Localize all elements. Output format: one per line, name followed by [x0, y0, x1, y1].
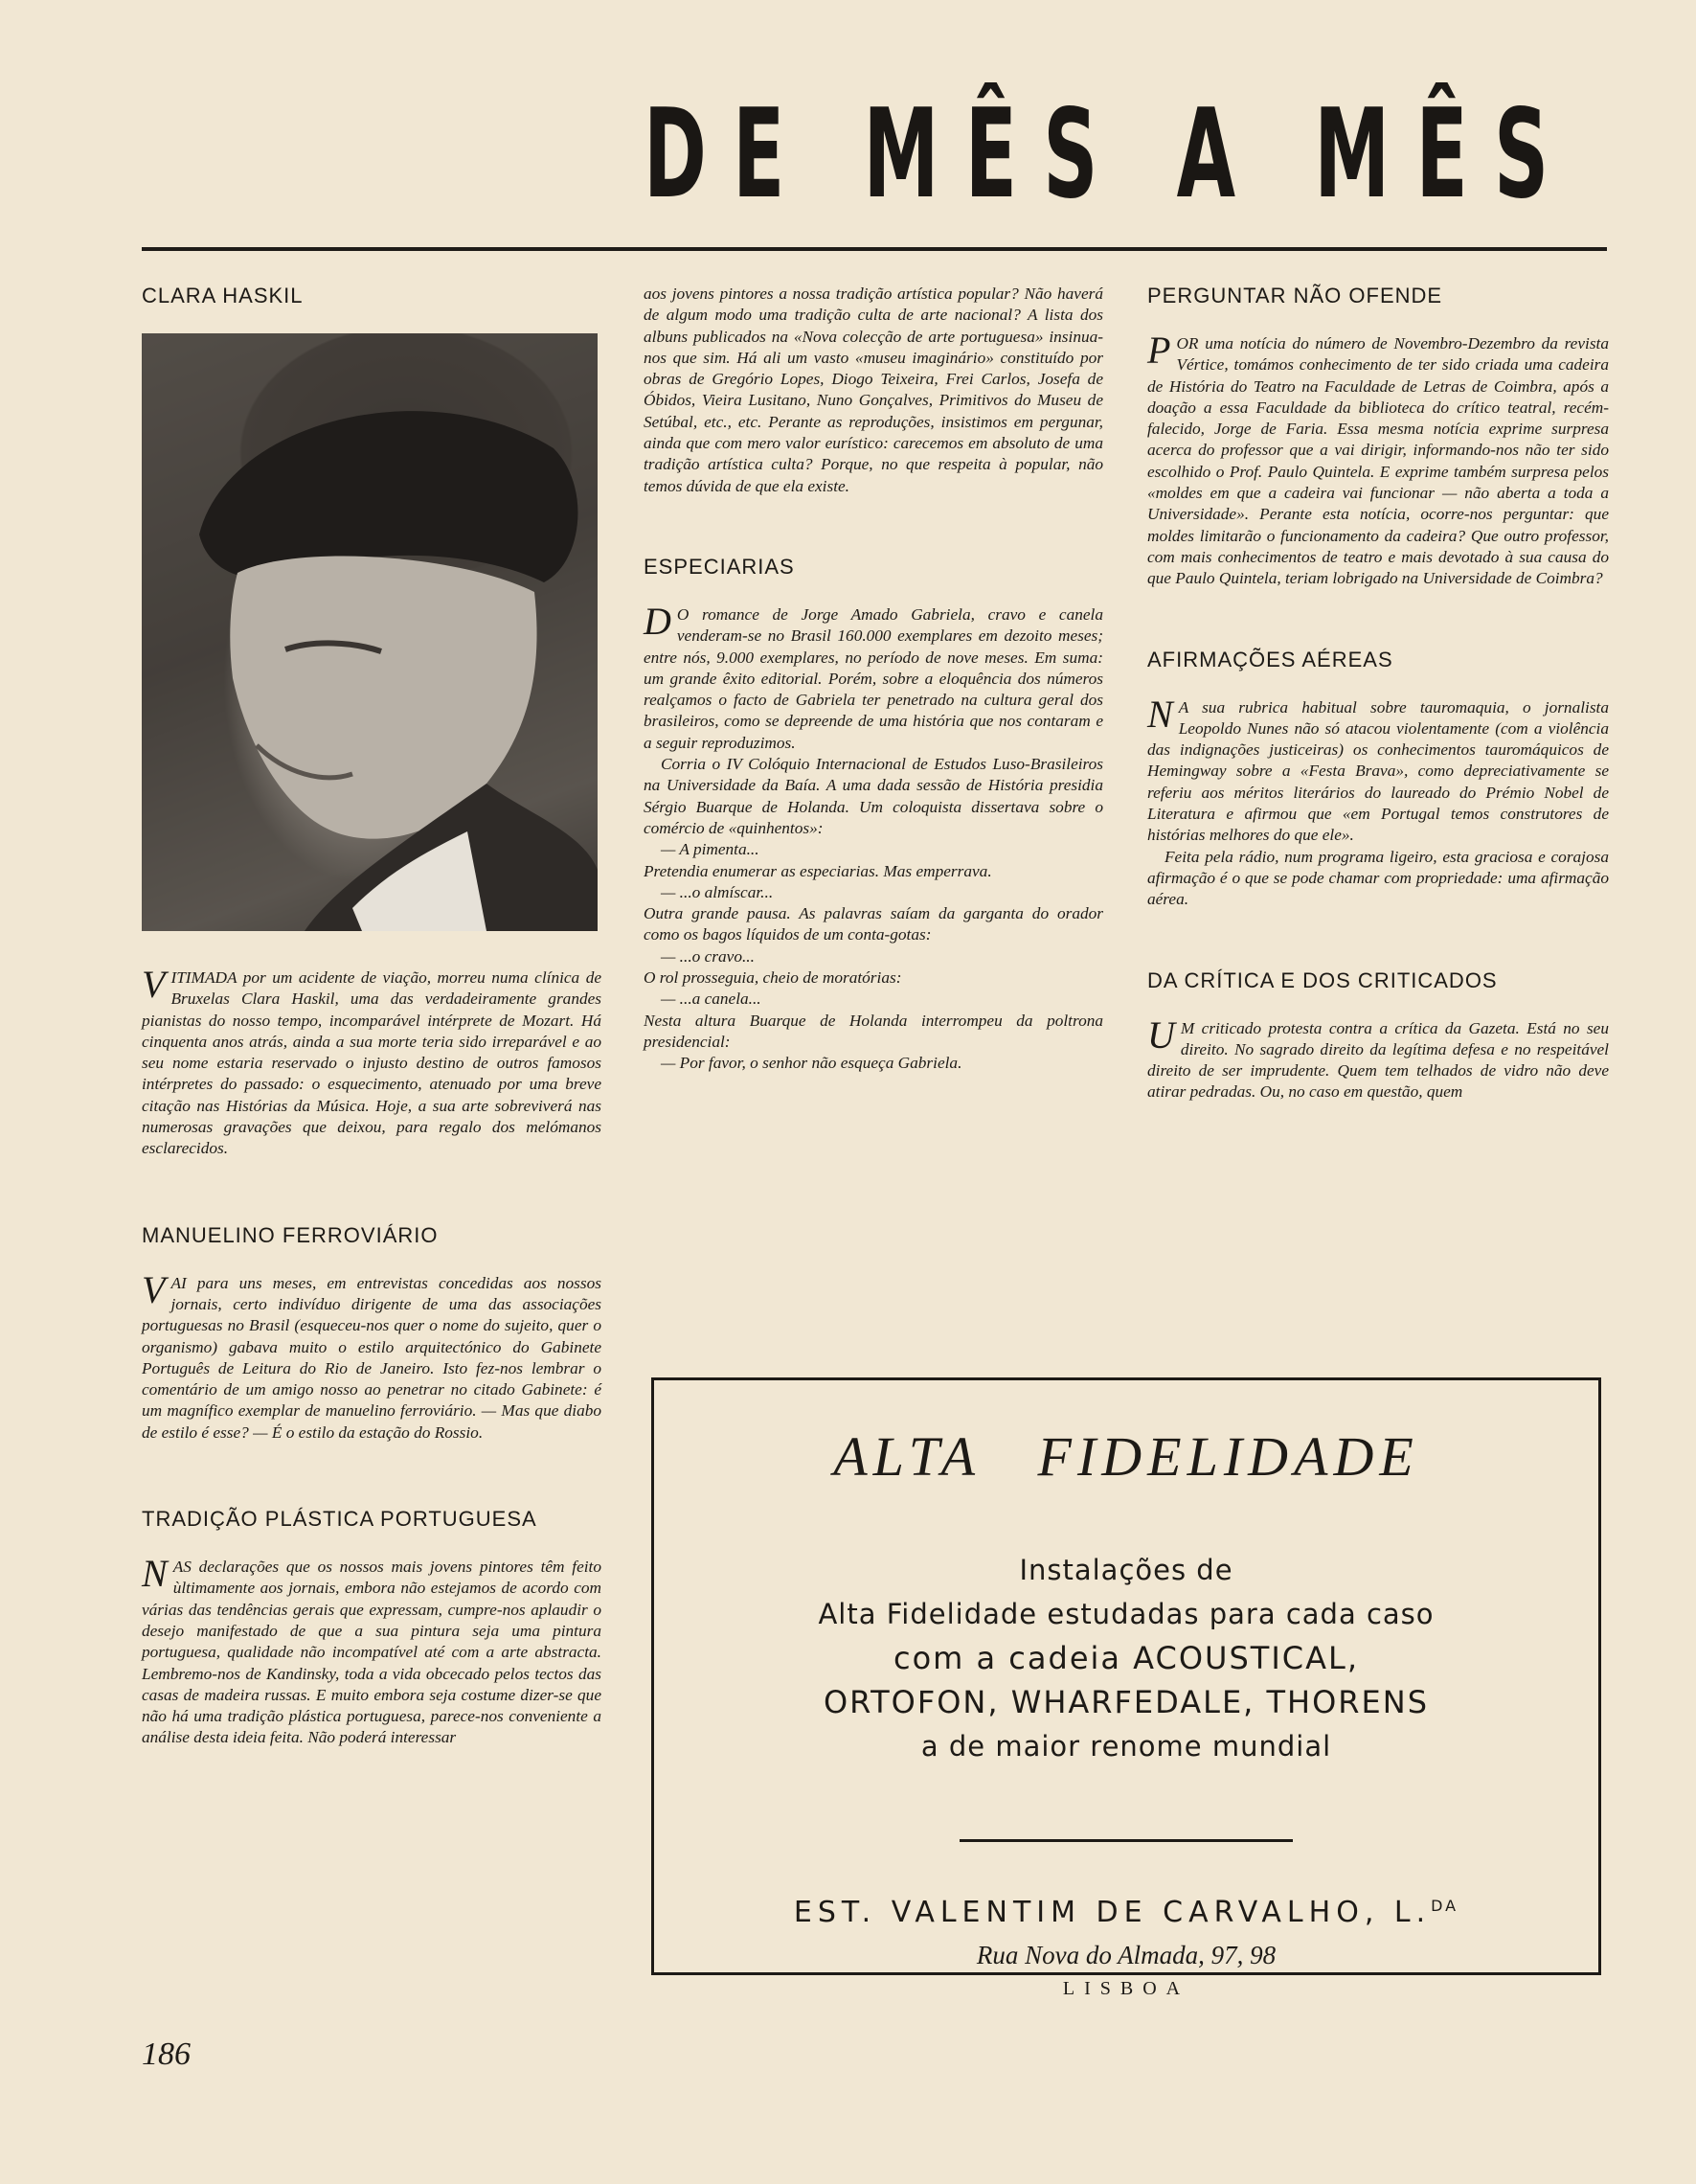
- drop-cap: V: [142, 1267, 166, 1311]
- drop-cap: V: [142, 963, 166, 1006]
- masthead-rule: [142, 247, 1607, 251]
- portrait-photo-drawing: [142, 333, 598, 931]
- page-number: 186: [142, 2036, 191, 2072]
- especiarias-text-4: Outra grande pausa. As palavras saíam da garganta do orador como os bagos líquidos de um conta-gotas:: [644, 904, 1103, 944]
- especiarias-dialog-2: — ...o almíscar...: [661, 882, 774, 901]
- clara-haskil-text: VITIMADA por um acidente de viação, morreu numa clínica de Bruxelas Clara Haskil, uma das verdadeiramente grandes pianistas do nosso tempo, incomparável intérprete de Mozart. Há cinquenta anos atrás, ainda a sua morte teria sido irreparável e ao seu nome estaria reservado o injusto destino de outros famosos intérpretes do passado: o esquecimento, atenuado por uma breve citação nas Histórias da Música. Hoje, a sua arte sobreviverá nas numerosas gravações que deixou, para regalo dos melómanos esclarecidos.: [142, 963, 601, 1158]
- especiarias-dialog-3: — ...o cravo...: [661, 946, 755, 966]
- ad-body: [654, 1548, 1598, 1768]
- section-title-clara-haskil: CLARA HASKIL: [142, 284, 304, 307]
- especiarias-text-3: Pretendia enumerar as especiarias. Mas emperrava.: [644, 861, 992, 880]
- especiarias-dialog-5: — Por favor, o senhor não esqueça Gabriela.: [661, 1054, 962, 1073]
- ad-line: a de maior renome mundial: [920, 1730, 1332, 1763]
- especiarias-dialog-1: — A pimenta...: [661, 840, 759, 859]
- ad-line: ORTOFON, WHARFEDALE, THORENS: [823, 1684, 1429, 1720]
- especiarias-text-2: Corria o IV Colóquio Internacional de Estudos Luso-Brasileiros na Universidade da Baía. A uma dada sessão de História presidia Sérgio Buarque de Holanda. Um coloquista dissertava sobre o comércio de «quinhentos»:: [644, 755, 1103, 837]
- drop-cap: U: [1147, 1012, 1175, 1057]
- advertisement-box: [651, 1377, 1601, 1999]
- drop-cap: N: [1147, 692, 1173, 736]
- especiarias-text-5: O rol prosseguia, cheio de moratórias:: [644, 968, 902, 988]
- especiarias-text-6: Nesta altura Buarque de Holanda interrompeu da poltrona presidencial:: [644, 1011, 1103, 1051]
- portrait-photo: [142, 333, 598, 931]
- column-2: [644, 284, 1103, 1075]
- ad-divider: [960, 1839, 1293, 1842]
- ad-line: Alta Fidelidade estudadas para cada caso: [818, 1598, 1435, 1630]
- drop-cap: N: [142, 1552, 168, 1596]
- manuelino-text: VAI para uns meses, em entrevistas concedidas aos nossos jornais, certo indivíduo dirigente de uma das associações portuguesas no Brasil (esqueceu-nos quer o nome do sujeito, quer o organismo) gabava muito o estilo arquitectónico do Gabinete Português de Leitura do Rio de Janeiro. Isto fez-nos lembrar o comentário de um amigo nosso ao penetrar no citado Gabinete: é um magnífico exemplar de manuelino ferroviário. — Mas que diabo de estilo é esse? — É o estilo da estação do Rossio.: [142, 1267, 601, 1442]
- ad-title: ALTA FIDELIDADE: [833, 1425, 1419, 1488]
- ad-company-suffix: DA: [1431, 1897, 1459, 1915]
- section-title-manuelino: MANUELINO FERROVIÁRIO: [142, 1222, 439, 1247]
- tradicao-text: NAS declarações que os nossos mais jovens pintores têm feito ùltimamente aos jornais, embora não estejamos de acordo com várias das tendências gerais que expressam, cumpre-nos aplaudir o desejo manifestado de que a sua pintura seja uma pintura portuguesa, qualidade não incompatível até com a arte abstracta. Lembremo-nos de Kandinsky, toda a vida obcecado pelos tectos das casas de madeira russas. E muito embora seja costume dizer-se que não há uma tradição plástica portuguesa, parece-nos conveniente a análise desta ideia feita. Não poderá interessar: [142, 1552, 601, 1747]
- section-title-especiarias: ESPECIARIAS: [644, 554, 795, 579]
- masthead-title: DE MÊS A MÊS: [644, 83, 1575, 226]
- especiarias-dialog-4: — ...a canela...: [661, 990, 761, 1009]
- section-title-tradicao: TRADIÇÃO PLÁSTICA PORTUGUESA: [142, 1507, 537, 1532]
- critica-text: U M criticado protesta contra a crítica da Gazeta. Está no seu direito. No sagrado direito da legítima defesa e no respeitável direito de ser imprudente. Quem tem telhados de vidro não deve atirar pedradas. Ou, no caso em questão, quem: [1147, 1012, 1609, 1102]
- drop-cap: D: [644, 599, 671, 643]
- ad-company: EST. VALENTIM DE CARVALHO, L.$^{DA}$: [793, 1896, 1459, 1929]
- afirmacoes-text-2: Feita pela rádio, num programa ligeiro, esta graciosa e corajosa afirmação é o que se pode chamar com propriedade: uma afirmação aérea.: [1147, 847, 1609, 909]
- column-1: [142, 284, 601, 1749]
- ad-line: Instalações de: [1019, 1554, 1233, 1586]
- perguntar-text: POR uma notícia do número de Novembro-Dezembro da revista Vértice, tomámos conhecimento de ter sido criada uma cadeira de História do Teatro na Faculdade de Letras de Coimbra, após a doação a essa Faculdade da biblioteca do crítico teatral, recém-falecido, Jorge de Faria. Essa mesma notícia exprime surpresa acerca do professor que a vai dirigir, informando-nos não ter sido escolhido o Prof. Paulo Quintela. E exprime também surpresa pelos «moldes em que a cadeira vai funcionar — não aberta a toda a Universidade». Perante esta notícia, ocorre-nos perguntar: que moldes limitarão o funcionamento da cadeira? Que outro professor, com mais conhecimentos de teatro e mais devotado à sua causa do que Paulo Quintela, teriam lobrigado na Universidade de Coimbra?: [1147, 329, 1609, 588]
- drop-cap: P: [1147, 329, 1171, 372]
- especiarias-text-1: D O romance de Jorge Amado Gabriela, cravo e canela venderam-se no Brasil 160.000 exemplares em dezoito meses; entre nós, 9.000 exemplares, no período de nove meses. Em suma: um grande êxito editorial. Porém, sobre a eloquência dos números realçamos o facto de Gabriela ter penetrado na cultura geral dos brasileiros, como se depreende de uma história que nos contaram e a seguir reproduzimos.: [644, 599, 1103, 752]
- section-title-perguntar: PERGUNTAR NÃO OFENDE: [1147, 284, 1443, 307]
- section-title-critica: DA CRÍTICA E DOS CRITICADOS: [1147, 967, 1498, 992]
- section-title-afirmacoes: AFIRMAÇÕES AÉREAS: [1147, 647, 1393, 671]
- column-3: [1147, 284, 1609, 1103]
- ad-address: Rua Nova do Almada, 97, 98: [976, 1941, 1277, 1969]
- ad-city: LISBOA: [1062, 1978, 1190, 1999]
- afirmacoes-text-1: N A sua rubrica habitual sobre tauromaquia, o jornalista Leopoldo Nunes não só atacou violentamente (com a violência das indignações justiceiras) os conhecimentos tauromáquicos de Hemingway sobre a «Festa Brava», como depreciativamente se referiu aos méritos literários do laureado do Prémio Nobel de Literatura e afirmou que «em Portugal temos construtores de histórias melhores do que ele».: [1147, 692, 1609, 845]
- ad-line: com a cadeia ACOUSTICAL,: [893, 1640, 1359, 1676]
- tradicao-continued-text: aos jovens pintores a nossa tradição artística popular? Não haverá de algum modo uma tradição culta de arte nacional? A lista dos albuns publicados na «Nova colecção de arte portuguesa» insinua-nos que sim. Há ali um vasto «museu imaginário» constituído por obras de Gregório Lopes, Diogo Teixeira, Frei Carlos, Josefa de Óbidos, Vieira Lusitano, Nuno Gonçalves, Primitivos do Museu de Setúbal, etc., etc. Perante as reproduções, insistimos em pergunar, ainda que com mero valor eurístico: carecemos em absoluto de uma tradição artística culta? Porque, no que respeita à popular, não temos dúvida de que ela existe.: [644, 284, 1103, 495]
